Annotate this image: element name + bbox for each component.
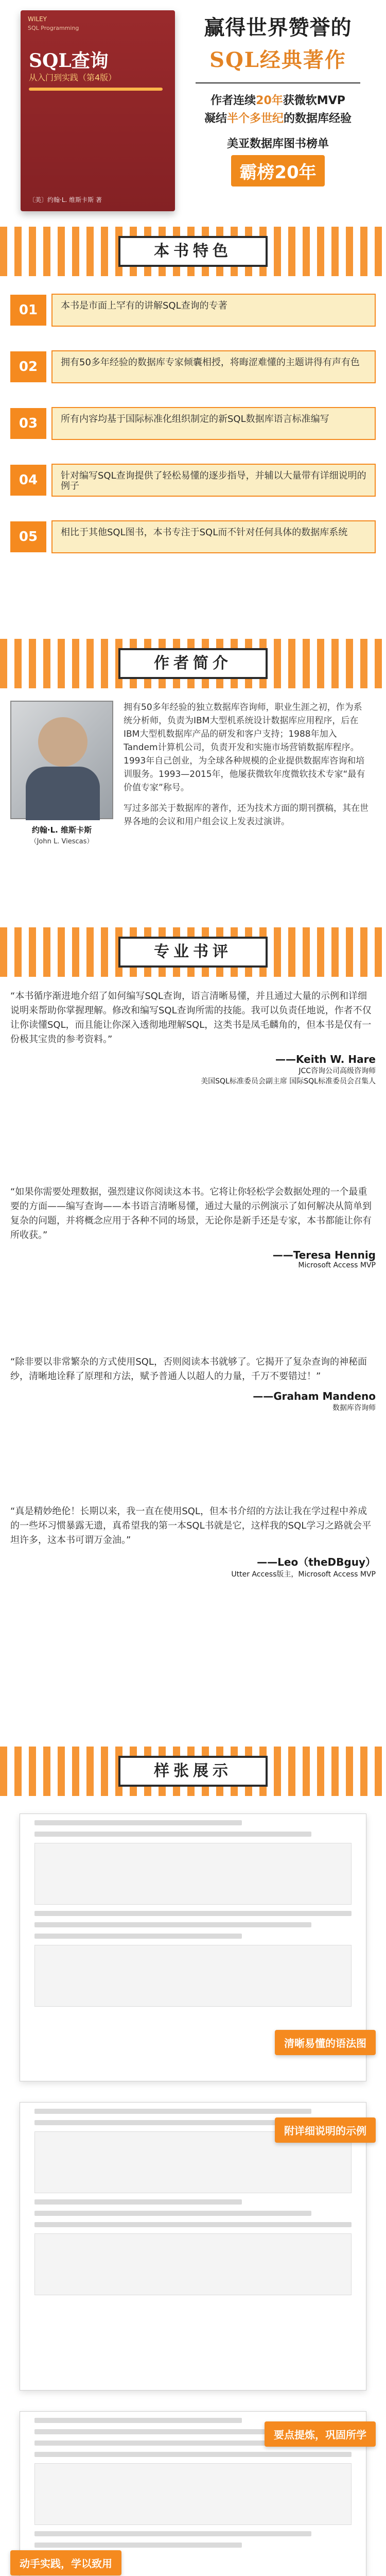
book-title: SQL查询	[29, 50, 109, 72]
syntax-diagram	[34, 1843, 352, 1905]
code-block	[34, 2463, 352, 2525]
feature-number: 05	[10, 521, 46, 552]
text-line	[34, 2418, 242, 2423]
publisher-logo: WILEY	[28, 15, 47, 23]
headline-1: 赢得世界赞誉的	[204, 15, 352, 40]
torso-shape	[26, 767, 100, 820]
feature-item	[10, 515, 376, 558]
feature-item	[10, 402, 376, 445]
hero-line-2: 凝结半个多世纪的数据库经验	[204, 112, 352, 125]
section-title: 本书特色	[118, 236, 268, 267]
review-role: 数据库咨询师	[332, 1404, 376, 1412]
section-title: 作者简介	[118, 648, 268, 679]
title-underline	[29, 88, 163, 91]
feature-item	[10, 459, 376, 502]
section-header-features	[0, 227, 386, 276]
face-shape	[38, 717, 87, 767]
hero-line-1: 作者连续20年获微软MVP	[210, 94, 345, 107]
preview-tag: 动手实践，学以致用	[10, 2550, 121, 2575]
feature-text: 本书是市面上罕有的讲解SQL查询的专著	[51, 294, 376, 327]
author-bio	[124, 701, 371, 836]
bio-paragraph: 拥有50多年经验的独立数据库咨询师，职业生涯之初，作为系统分析师，负责为IBM大型机系统设计数据库应用程序，后在IBM大型机数据库产品的研发和客户支持；1988年加入Tandem计算机公司，负责开发和实施市场营销数据库程序。1993年自己创业，为全球各种规模的企业提供数据库咨询和培训服务。1993—2015年，他屡获微软年度微软技术专家“最有价值专家”称号。	[124, 702, 365, 793]
author-name: 约翰·L. 维斯卡斯	[31, 825, 92, 835]
review-role: Utter Access版主，Microsoft Access MVP	[231, 1570, 376, 1579]
book-author: 〔美〕约翰·L. 维斯卡斯 著	[29, 196, 102, 204]
feature-text: 所有内容均基于国际标准化组织制定的新SQL数据库语言标准编写	[51, 407, 376, 440]
review	[10, 989, 376, 1086]
review	[10, 1504, 376, 1579]
text-line	[34, 1820, 242, 1825]
review-role: Microsoft Access MVP	[298, 1261, 376, 1269]
author-name-en: （John L. Viescas）	[30, 838, 94, 845]
section-title: 专业书评	[118, 937, 268, 968]
rank-line: 美亚数据库图书榜单	[226, 138, 329, 150]
review	[10, 1185, 376, 1269]
section-header-reviews	[0, 927, 386, 977]
text-line	[34, 1922, 311, 1927]
feature-text: 针对编写SQL查询提供了轻松易懂的逐步指导，并辅以大量带有详细说明的例子	[51, 464, 376, 497]
review-role: 美国SQL标准委员会副主席 国际SQL标准委员会召集人	[201, 1077, 376, 1086]
review-author: ——Leo（theDBguy）	[257, 1556, 376, 1568]
rank-badge: 霸榜20年	[231, 155, 324, 187]
review-quote: “如果你需要处理数据，强烈建议你阅读这本书。它将让你轻松学会数据处理的一个最重要的方面——编写查询——本书语言清晰易懂，通过大量的示例演示了如何解决从简单到复杂的问题，并将概念应用于各种不同的场景，无论你是新手还是专家，本书都能让你有所收获。”	[10, 1187, 372, 1241]
feature-item	[10, 289, 376, 332]
text-line	[34, 1832, 311, 1837]
text-line	[34, 1934, 242, 1939]
preview-tag: 要点提炼，巩固所学	[265, 2421, 376, 2447]
review-quote: “本书循序渐进地介绍了如何编写SQL查询，语言清晰易懂，并且通过大量的示例和详细说明来帮助你掌握理解。修改和编写SQL查询所需的技能。我可以负责任地说，作者不仅让你读懂SQL，而且能让你深入透彻地理解SQL，这类书是凤毛麟角的，但本书是仅有一份极其宝贵的参考资料。”	[10, 991, 372, 1045]
syntax-diagram	[34, 1945, 352, 2007]
feature-text: 拥有50多年经验的数据库专家倾囊相授，将晦涩难懂的主题讲得有声有色	[51, 350, 376, 383]
text-line	[34, 2199, 242, 2205]
section-header-preview	[0, 1747, 386, 1796]
review-author: ——Teresa Hennig	[272, 1249, 376, 1261]
feature-number: 02	[10, 351, 46, 382]
divider	[196, 82, 360, 83]
code-block	[34, 2233, 352, 2295]
review-author: ——Graham Mandeno	[253, 1390, 376, 1402]
section-title: 样张展示	[118, 1756, 268, 1787]
preview-tag: 附详细说明的示例	[275, 2117, 376, 2143]
hero-text	[185, 11, 371, 187]
feature-item	[10, 345, 376, 388]
author-photo	[10, 701, 113, 819]
review-quote: “除非要以非常繁杂的方式使用SQL，否则阅读本书就够了。它揭开了复杂查询的神秘面纱，清晰地诠释了原理和方法，赋予普通人以超人的力量，千万不要错过！”	[10, 1357, 367, 1382]
hero-section	[0, 0, 386, 216]
text-line	[34, 2543, 242, 2548]
text-line	[34, 2109, 311, 2114]
section-header-author	[0, 639, 386, 688]
feature-text: 相比于其他SQL图书，本书专注于SQL而不针对任何具体的数据库系统	[51, 520, 376, 553]
review-quote: “真是精妙绝伦！长期以来，我一直在使用SQL，但本书介绍的方法让我在学过程中养成的一些坏习惯暴露无遗，真希望我的第一本SQL书就是它，这样我的SQL学习之路就会平坦许多，这本书可谓万金油。”	[10, 1506, 372, 1546]
feature-number: 04	[10, 465, 46, 496]
preview-page	[20, 2102, 366, 2391]
text-line	[34, 2531, 311, 2536]
book-cover	[21, 10, 175, 211]
review-role: JCC咨询公司高级咨询师	[299, 1067, 376, 1075]
book-subtitle: 从入门到实践（第4版）	[29, 73, 117, 82]
text-line	[34, 1911, 352, 1916]
feature-number: 01	[10, 295, 46, 326]
feature-number: 03	[10, 408, 46, 439]
review-author: ——Keith W. Hare	[275, 1053, 376, 1065]
text-line	[34, 2222, 352, 2227]
preview-tag: 清晰易懂的语法图	[275, 2030, 376, 2055]
text-line	[34, 2452, 352, 2457]
bio-paragraph: 写过多部关于数据库的著作，还为技术方面的期刊撰稿，其在世界各地的会议和用户组会议上发表过演讲。	[124, 803, 369, 827]
text-line	[34, 2211, 311, 2216]
headline-2: SQL经典著作	[209, 48, 346, 72]
series-label: SQL Programming	[28, 25, 79, 31]
review	[10, 1355, 376, 1413]
